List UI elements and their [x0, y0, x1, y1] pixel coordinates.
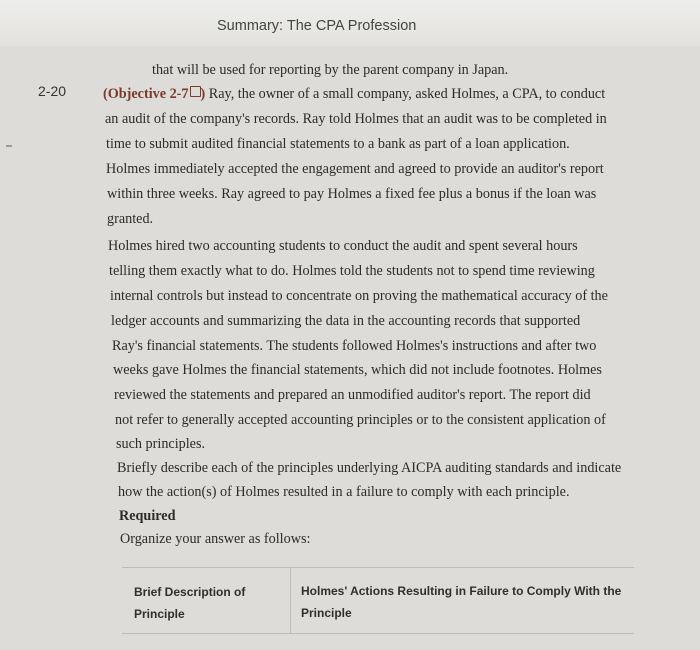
problem-first-line [103, 86, 605, 103]
required-heading: Required [119, 508, 176, 524]
objective-label: (Objective 2-7 [103, 86, 189, 102]
table-header-col1-line2: Principle [134, 607, 185, 621]
objective-close: ) [200, 86, 206, 102]
page-header-title: Summary: The CPA Profession [217, 18, 417, 34]
problem-text-line: not refer to generally accepted accounting principles or to the consistent application of [115, 412, 606, 428]
table-column-divider [290, 568, 291, 633]
problem-text-line: Organize your answer as follows: [120, 531, 311, 547]
problem-text-line: Holmes immediately accepted the engagement and agreed to provide an auditor's report [106, 161, 604, 177]
problem-text-line: reviewed the statements and prepared an unmodified auditor's report. The report did [114, 387, 591, 403]
problem-text-line: such principles. [116, 436, 206, 452]
problem-number: 2-20 [38, 83, 67, 99]
objective-link-icon[interactable] [190, 86, 201, 97]
answer-table [122, 567, 634, 634]
problem-text-line: telling them exactly what to do. Holmes told the students not to spend time reviewing [109, 263, 595, 279]
table-header-col1 [134, 581, 245, 625]
table-header-col2-line1: Holmes' Actions Resulting in Failure to Comply With the [301, 584, 622, 598]
problem-text-line: granted. [107, 211, 154, 227]
problem-text-line: Ray's financial statements. The students followed Holmes's instructions and after two [112, 338, 597, 354]
problem-text-line: ledger accounts and summarizing the data in the accounting records that supported [111, 313, 581, 329]
problem-text-line: Ray, the owner of a small company, asked Holmes, a CPA, to conduct [208, 86, 606, 102]
problem-text-line: time to submit audited financial statements to a bank as part of a loan application. [106, 136, 570, 152]
lead-line: that will be used for reporting by the parent company in Japan. [152, 62, 509, 78]
margin-mark [6, 145, 12, 147]
problem-text-line: weeks gave Holmes the financial statements, which did not include footnotes. Holmes [113, 362, 602, 378]
problem-text-line: an audit of the company's records. Ray told Holmes that an audit was to be completed in [105, 111, 607, 127]
problem-text-line: Briefly describe each of the principles underlying AICPA auditing standards and indicate [117, 460, 622, 476]
table-header-col1-line1: Brief Description of [134, 585, 246, 599]
problem-text-line: how the action(s) of Holmes resulted in a failure to comply with each principle. [118, 484, 570, 500]
problem-text-line: within three weeks. Ray agreed to pay Holmes a fixed fee plus a bonus if the loan was [107, 186, 597, 202]
problem-text-line: Holmes hired two accounting students to conduct the audit and spent several hours [108, 238, 578, 254]
table-header-col2 [301, 580, 621, 624]
problem-text-line: internal controls but instead to concentrate on proving the mathematical accuracy of the [110, 288, 608, 304]
table-header-col2-line2: Principle [301, 606, 352, 620]
